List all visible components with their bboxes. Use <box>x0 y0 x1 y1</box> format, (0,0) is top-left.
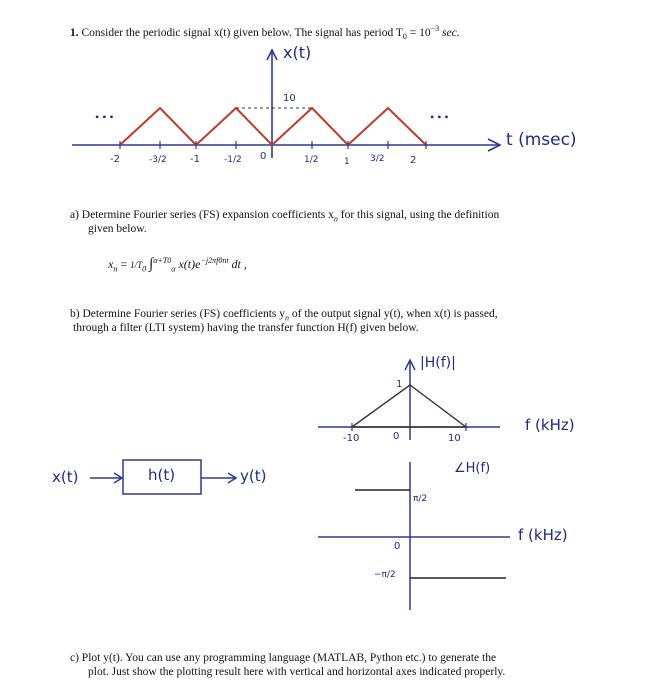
part-a-text-end: for this signal, using the definition <box>337 209 500 221</box>
block-input-label: x(t) <box>52 468 79 486</box>
peak-label: 10 <box>283 93 296 104</box>
phase-label: ∠H(f) <box>454 461 491 476</box>
freq-axis-label-2: f (kHz) <box>518 526 568 544</box>
part-b-text: b) Determine Fourier series (FS) coefficients y <box>70 308 286 320</box>
formula-end: dt , <box>228 257 247 271</box>
mag-triangle <box>352 385 466 427</box>
problem-number: 1. <box>70 26 79 39</box>
dots-left: • • • <box>95 110 114 124</box>
tick-label-neg3-2: -3/2 <box>149 155 167 165</box>
tick-label-neg2: -2 <box>110 154 120 165</box>
phase-zero-label: 0 <box>394 541 401 552</box>
part-b-line2: through a filter (LTI system) having the transfer function H(f) given below. <box>73 322 419 334</box>
part-b-text-end: of the output signal y(t), when x(t) is passed, <box>289 308 498 320</box>
period-subscript: 0 <box>402 32 407 42</box>
mag-tick-label-neg10: -10 <box>343 433 360 444</box>
formula-body: x(t)e <box>178 257 201 271</box>
tick-label-3-2: 3/2 <box>370 154 385 164</box>
part-a-text: a) Determine Fourier series (FS) expansion coefficients x <box>70 209 334 221</box>
block-output-label: y(t) <box>240 467 267 485</box>
tick-label-2: 2 <box>410 155 417 166</box>
formula-lhs: x <box>108 257 114 271</box>
mag-peak-label: 1 <box>396 379 403 390</box>
mag-tick-label-0: 0 <box>393 431 400 442</box>
tick-label-1: 1 <box>344 157 350 167</box>
t-axis-label: t (msec) <box>506 130 577 150</box>
phase-negative-value: −π/2 <box>374 570 396 580</box>
period-unit: sec. <box>442 26 460 39</box>
phase-positive-value: π/2 <box>413 494 428 504</box>
freq-axis-label: f (kHz) <box>525 416 575 434</box>
part-c-line2: plot. Just show the plotting result here with vertical and horizontal axes indicated properly. <box>88 666 506 678</box>
period-exponent: −3 <box>430 24 440 33</box>
block-filter-label: h(t) <box>148 466 176 484</box>
part-a-line2: given below. <box>88 223 147 235</box>
part-a-sub: n <box>333 214 338 224</box>
part-c-line1: c) Plot y(t). You can use any programming language (MATLAB, Python etc.) to generate the <box>70 652 497 664</box>
problem-intro: Consider the periodic signal x(t) given below. The signal has period T <box>81 26 403 39</box>
formula-frac-sub: 0 <box>142 264 147 274</box>
period-value: = 10 <box>409 26 431 39</box>
formula-exponent: −j2πf0nt <box>200 256 229 265</box>
part-b-sub: n <box>285 313 290 323</box>
dots-right: • • • <box>430 110 449 124</box>
signal-label-x-t: x(t) <box>283 43 312 62</box>
mag-label: |H(f)| <box>420 355 456 371</box>
formula-eq: = <box>117 257 131 271</box>
tick-label-0: 0 <box>260 151 267 162</box>
formula-integral: ∫ <box>149 256 154 272</box>
tick-label-neg1: -1 <box>190 154 200 165</box>
formula-frac: 1/T <box>130 260 143 270</box>
tick-label-1-2: 1/2 <box>304 155 319 165</box>
tick-label-neg1-2: -1/2 <box>224 155 242 165</box>
mag-tick-label-10: 10 <box>448 433 461 444</box>
formula-int-lower: α <box>171 264 176 274</box>
formula-lhs-sub: n <box>113 264 118 274</box>
formula-int-upper: α+T0 <box>153 256 172 265</box>
